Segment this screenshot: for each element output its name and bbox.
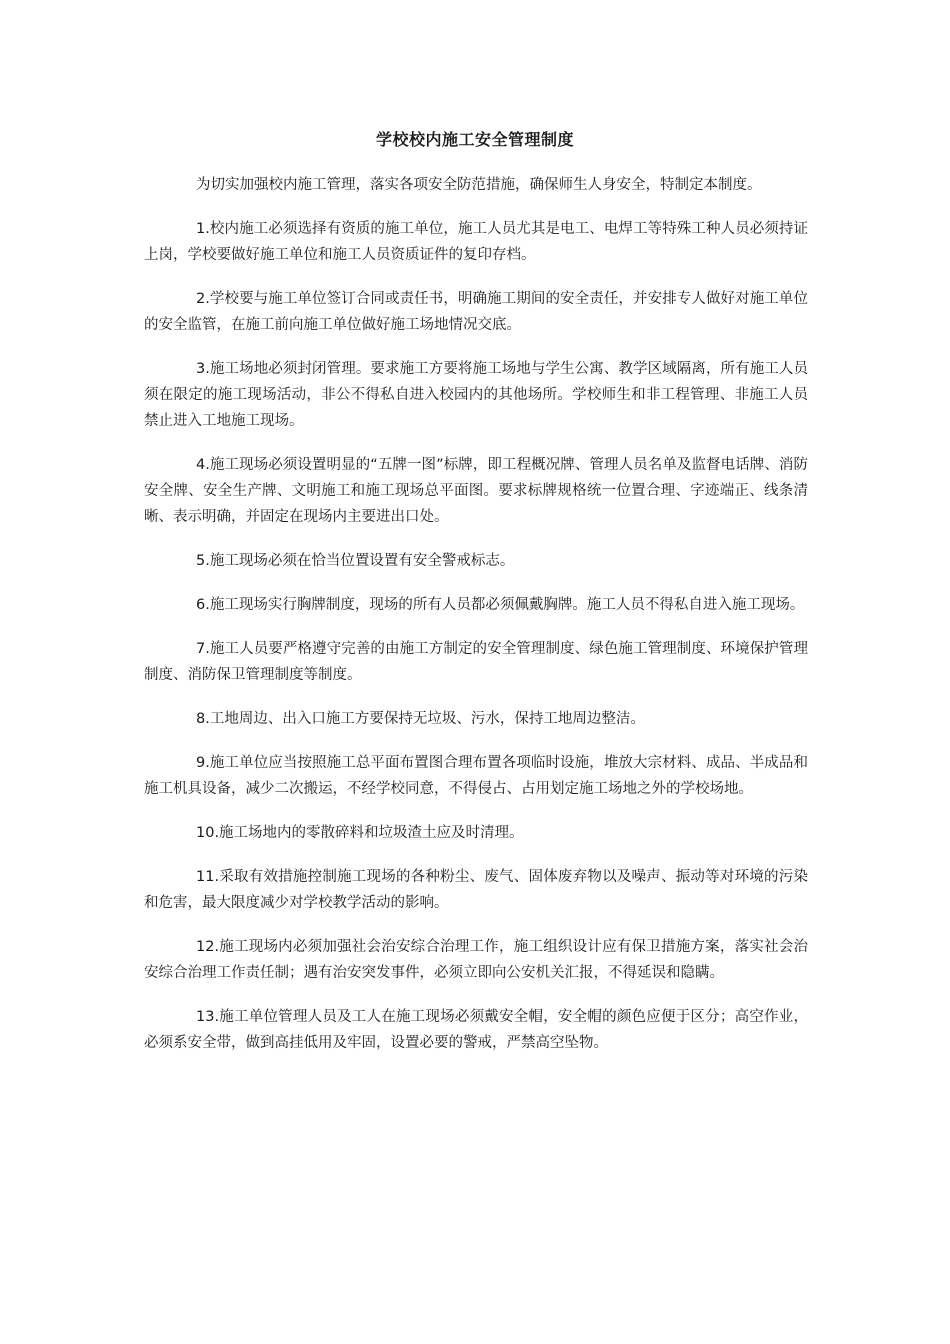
rule-paragraph-6: 6.施工现场实行胸牌制度，现场的所有人员都必须佩戴胸牌。施工人员不得私自进入施工现场。 (196, 597, 805, 613)
document-body (144, 172, 808, 1074)
rule-paragraph-12: 12.施工现场内必须加强社会治安综合治理工作，施工组织设计应有保卫措施方案，落实社会治安综合治理工作责任制；遇有治安突发事件，必须立即向公安机关汇报，不得延误和隐瞒。 (144, 939, 808, 981)
rule-paragraph-8: 8.工地周边、出入口施工方要保持无垃圾、污水，保持工地周边整洁。 (196, 711, 645, 727)
rule-paragraph-1: 1.校内施工必须选择有资质的施工单位，施工人员尤其是电工、电焊工等特殊工种人员必须持证上岗，学校要做好施工单位和施工人员资质证件的复印存档。 (144, 221, 808, 263)
rule-paragraph-3: 3.施工场地必须封闭管理。要求施工方要将施工场地与学生公寓、教学区域隔离，所有施工人员须在限定的施工现场活动，非公不得私自进入校园内的其他场所。学校师生和非工程管理、非施工人员禁止进入工地施工现场。 (144, 361, 808, 429)
rule-paragraph-10: 10.施工场地内的零散碎料和垃圾渣土应及时清理。 (196, 825, 524, 841)
rule-paragraph-5: 5.施工现场必须在恰当位置设置有安全警戒标志。 (196, 553, 515, 569)
rule-paragraph-7: 7.施工人员要严格遵守完善的由施工方制定的安全管理制度、绿色施工管理制度、环境保护管理制度、消防保卫管理制度等制度。 (144, 641, 808, 683)
intro-paragraph: 为切实加强校内施工管理，落实各项安全防范措施，确保师生人身安全，特制定本制度。 (196, 177, 762, 193)
rule-paragraph-11: 11.采取有效措施控制施工现场的各种粉尘、废气、固体废弃物以及噪声、振动等对环境的污染和危害，最大限度减少对学校教学活动的影响。 (144, 869, 808, 911)
rule-paragraph-2: 2.学校要与施工单位签订合同或责任书，明确施工期间的安全责任，并安排专人做好对施工单位的安全监管，在施工前向施工单位做好施工场地情况交底。 (144, 291, 808, 333)
rule-paragraph-9: 9.施工单位应当按照施工总平面布置图合理布置各项临时设施，堆放大宗材料、成品、半成品和施工机具设备，减少二次搬运，不经学校同意，不得侵占、占用划定施工场地之外的学校场地。 (144, 755, 808, 797)
rule-paragraph-4: 4.施工现场必须设置明显的“五牌一图”标牌，即工程概况牌、管理人员名单及监督电话牌、消防安全牌、安全生产牌、文明施工和施工现场总平面图。要求标牌规格统一位置合理、字迹端正、线条清晰、表示明确，并固定在现场内主要进出口处。 (144, 457, 808, 525)
rule-paragraph-13: 13.施工单位管理人员及工人在施工现场必须戴安全帽，安全帽的颜色应便于区分；高空作业，必须系安全带，做到高挂低用及牢固，设置必要的警戒，严禁高空坠物。 (144, 1009, 808, 1051)
document-title: 学校校内施工安全管理制度 (375, 130, 574, 149)
